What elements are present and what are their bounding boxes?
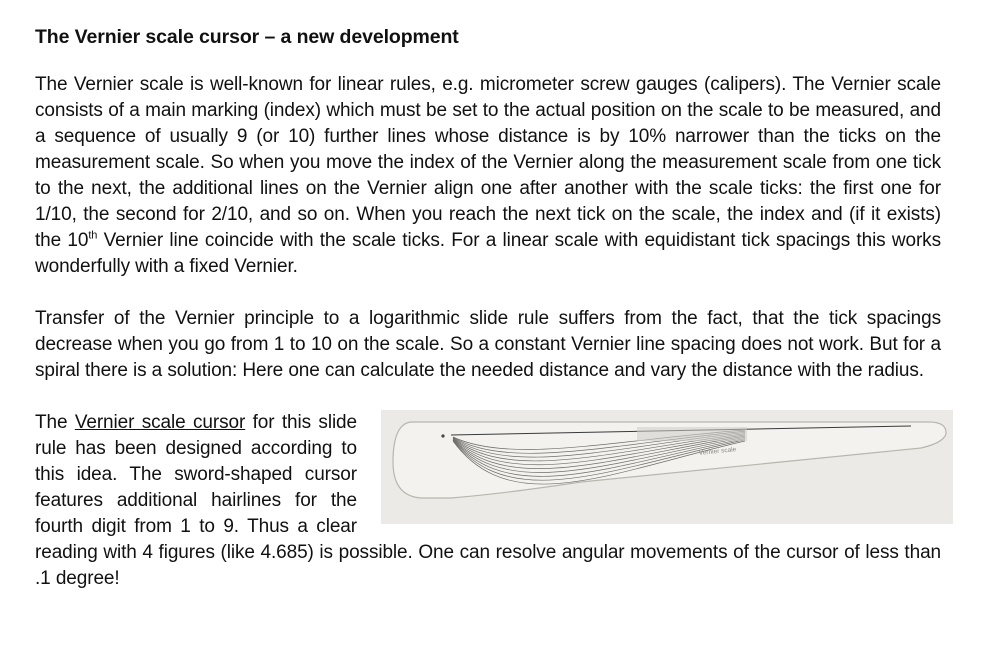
paragraph-3-prefix: The: [35, 412, 75, 433]
paragraph-1-text-a: The Vernier scale is well-known for linear rules, e.g. micrometer screw gauges (calipers). The Vernier scale consists of a main marking (index) which must be set to the actual position on the scale to be measured, and a sequence of usually 9 (or 10) further lines whose distance is by 10% narrower than the ticks on the measurement scale. So when you move the index of the Vernier along the measurement scale from one tick to the next, the additional lines on the Vernier align one after another with the scale ticks: the first one for 1/10, the second for 2/10, and so on. When you reach the next tick on the scale, the index and (if it exists) the 10: [35, 74, 941, 251]
vernier-cursor-photo: [381, 410, 953, 524]
paragraph-vernier-basics: [35, 72, 941, 280]
paragraph-1-text-b: Vernier line coincide with the scale ticks. For a linear scale with equidistant tick spacings this works wonderfully with a fixed Vernier.: [35, 230, 941, 277]
document-title: The Vernier scale cursor – a new development: [35, 26, 459, 48]
index-dot: [441, 434, 444, 437]
ordinal-superscript: th: [88, 229, 98, 242]
vernier-cursor-illustration: [381, 410, 953, 524]
vernier-scale-label: Vernier scale: [698, 446, 737, 457]
paragraph-cursor-section: [35, 410, 941, 592]
paragraph-3-rest: for this slide rule has been designed according to this idea. The sword-shaped cursor features additional hairlines for the fourth digit from 1 to 9. Thus a clear reading with 4 figures (like 4.685) is possible. One can resolve angular movements of the cursor of less than .1 degree!: [35, 412, 941, 589]
vernier-label-band: [637, 427, 747, 441]
document-page: [35, 24, 941, 592]
paragraph-logarithmic-transfer: Transfer of the Vernier principle to a logarithmic slide rule suffers from the fact, that the tick spacings decrease when you go from 1 to 10 on the scale. So a constant Vernier line spacing does not work. But for a spiral there is a solution: Here one can calculate the needed distance and vary the distance with the radius.: [35, 308, 941, 381]
vernier-cursor-link[interactable]: Vernier scale cursor: [74, 412, 246, 433]
